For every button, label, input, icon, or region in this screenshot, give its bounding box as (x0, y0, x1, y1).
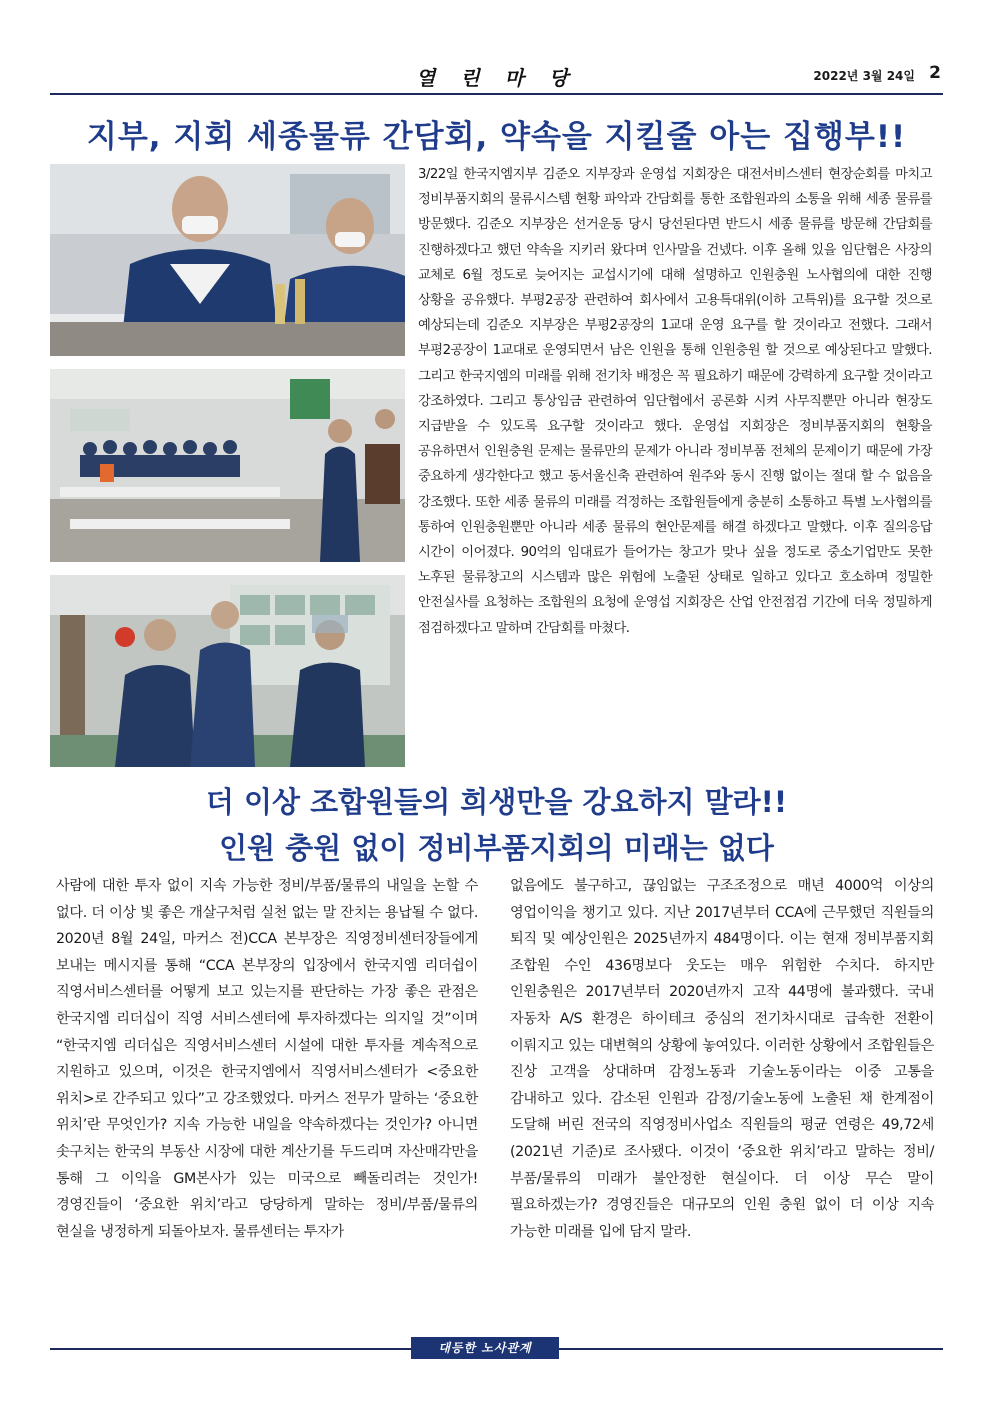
article2-body-right: 없음에도 불구하고, 끊임없는 구조조정으로 매년 4000억 이상의 영업이익을 챙기고 있다. 지난 2017년부터 CCA에 근무했던 직원들의 퇴직 및 예상인원은 2025년까지 484명이다. 이는 현재 정비부품지회 조합원 수인 436명보다 웃도는 매우 위험한 수치다. 하지만 인원충원은 2017년부터 2020년까지 고작 44명에 불과했다. 국내 자동차 A/S 환경은 하이테크 중심의 전기차시대로 급속한 전환이 이뤄지고 있는 대변혁의 상황에 놓여있다. 이러한 상황에서 조합원들은 진상 고객을 상대하며 감정노동과 기술노동이라는 이중 고통을 감내하고 있다. 감소된 인원과 감정/기술노동에 노출된 채 한계점이 도달해 버린 전국의 직영정비사업소 직원들의 평균 연령은 49,72세(2021년 기준)로 조사됐다. 이것이 ‘중요한 위치’라고 말하는 정비/부품/물류의 미래가 불안정한 현실이다. 더 이상 무슨 말이 필요하겠는가? 경영진들은 대규모의 인원 충원 없이 더 이상 지속 가능한 미래를 입에 담지 말라. (510, 878, 934, 1240)
article1-headline: 지부, 지회 세종물류 간담회, 약속을 지킬줄 아는 집행부!! (86, 119, 907, 155)
article2-headline-line2: 인원 충원 없이 정비부품지회의 미래는 없다 (219, 831, 774, 865)
masthead-title: 열 린 마 당 (415, 66, 578, 90)
photo-warehouse-visit (50, 575, 405, 767)
article1-body: 3/22일 한국지엠지부 김준오 지부장과 운영섭 지회장은 대전서비스센터 현장순회를 마치고 정비부품지회의 물류시스템 현황 파악과 간담회를 통한 조합원과의 소통을 위해 세종 물류를 방문했다. 김준오 지부장은 선거운동 당시 당선된다면 반드시 세종 물류를 방문해 간담회를 진행하겠다고 했던 약속을 지키러 왔다며 인사말을 건넸다. 이후 올해 있을 임단협은 사장의 교체로 6월 정도로 늦어지는 교섭시기에 대해 설명하고 인원충원 노사협의에 대한 진행 상황을 공유했다. 부평2공장 관련하여 회사에서 고용특대위(이하 고특위)를 요구할 것으로 예상되는데 김준오 지부장은 부평2공장의 1교대 운영 요구를 할 것이라고 전했다. 그래서 부평2공장이 1교대로 운영되면서 남은 인원을 통해 인원충원 할 것으로 예상된다고 말했다. 그리고 한국지엠의 미래를 위해 전기차 배정은 꼭 필요하기 때문에 강력하게 요구할 것이라고 강조하였다. 그리고 통상임금 관련하여 임단협에서 공론화 시켜 사무직뿐만 아니라 현장도 지급받을 수 있도록 요구할 것이라고 했다. 운영섭 지회장은 정비부품지회의 현황을 공유하면서 인원충원 문제는 물류만의 문제가 아니라 정비부품 전체의 문제이기 때문에 가장 중요하게 생각한다고 했고 동서울신축 관련하여 원주와 동시 진행 없이는 절대 할 수 없음을 강조했다. 또한 세종 물류의 미래를 걱정하는 조합원들에게 충분히 소통하고 특별 노사협의를 통하여 인원충원뿐만 아니라 세종 물류의 현안문제를 해결 하겠다고 말했다. 이후 질의응답 시간이 이어졌다. 90억의 임대료가 들어가는 창고가 맞나 싶을 정도로 중소기업만도 못한 노후된 물류창고의 시스템과 많은 위험에 노출된 상태로 일하고 있다고 호소하며 정밀한 안전실사를 요청하는 조합원의 요청에 운영섭 지회장은 산업 안전점검 기간에 더욱 정밀하게 점검하겠다고 말하며 간담회를 마쳤다. (418, 167, 932, 636)
photo-meeting-room (50, 369, 405, 562)
article2-headline-line1: 더 이상 조합원들의 희생만을 강요하지 말라!! (205, 785, 788, 819)
photo-officials-at-table (50, 164, 405, 356)
footer-tagline: 대등한 노사관계 (411, 1337, 559, 1359)
article2-body-left: 사람에 대한 투자 없이 지속 가능한 정비/부품/물류의 내일을 논할 수 없다. 더 이상 빛 좋은 개살구처럼 실천 없는 말 잔치는 용납될 수 없다. 2020년 8월 24일, 마커스 전)CCA 본부장은 직영정비센터장들에게 보내는 메시지를 통해 “CCA 본부장의 입장에서 한국지엠 리더쉽이 직영서비스센터를 어떻게 보고 있는지를 판단하는 가장 좋은 관점은 한국지엠 리더십이 직영 서비스센터에 투자하겠다는 의지일 것”이며 “한국지엠 리더십은 직영서비스센터 시설에 대한 투자를 계속적으로 지원하고 있으며, 이것은 한국지엠에서 직영서비스센터가 <중요한 위치>로 간주되고 있다”고 강조했었다. 마커스 전무가 말하는 ‘중요한 위치’란 무엇인가? 지속 가능한 내일을 약속하겠다는 것인가? 아니면 솟구치는 한국의 부동산 시장에 대한 계산기를 두드리며 자산매각만을 통해 그 이익을 GM본사가 있는 미국으로 빼돌리려는 것인가! 경영진들이 ‘중요한 위치’라고 당당하게 말하는 정비/부품/물류의 현실을 냉정하게 되돌아보자. 물류센터는 투자가 (56, 878, 478, 1240)
issue-date: 2022년 3월 24일 (813, 69, 915, 83)
page-number: 2 (929, 63, 941, 83)
header-rule (50, 93, 943, 95)
page-header (50, 60, 943, 94)
